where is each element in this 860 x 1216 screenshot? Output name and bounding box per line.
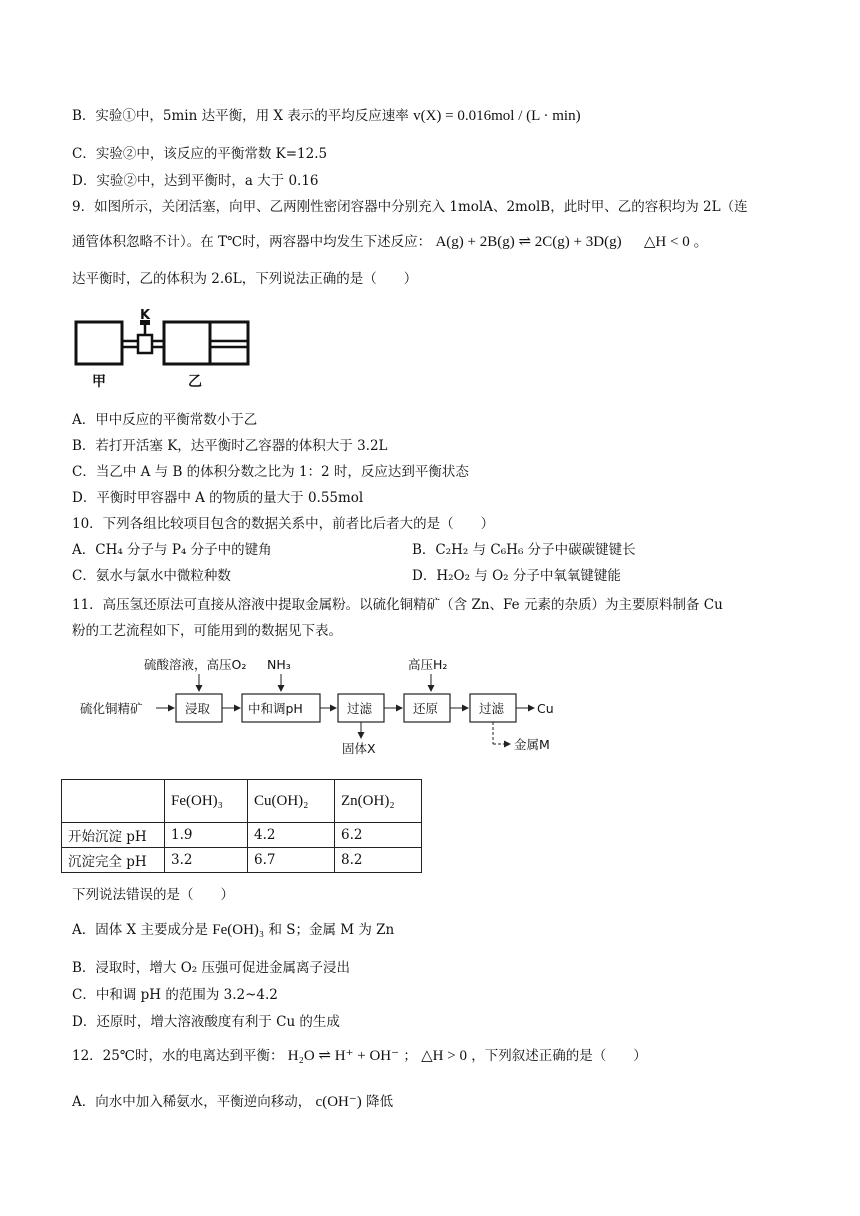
solid-x: 固体X [342, 741, 376, 756]
water-ionization-equation: H₂O ⇌ H⁺ + OH⁻ [287, 1048, 400, 1064]
q11-option-b: B．浸取时，增大 O₂ 压强可促进金属离子浸出 [72, 960, 350, 976]
reagent-h2: 高压H₂ [408, 657, 448, 672]
q11-ask: 下列说法错误的是（ ） [72, 887, 234, 903]
q12-stem-tail: ，下列叙述正确的是（ ） [471, 1048, 647, 1064]
q11-option-d: D．还原时，增大溶液酸度有利于 Cu 的生成 [72, 1014, 340, 1030]
q11-option-a [72, 921, 394, 939]
q9-stem-line3: 达平衡时，乙的体积为 2.6L，下列说法正确的是（ ） [72, 271, 418, 287]
q11-option-a-text: A．固体 X 主要成分是 [72, 922, 208, 938]
valve-label: K [140, 308, 151, 323]
table-cell: 4.2 [248, 823, 335, 848]
table-header-row [62, 780, 422, 823]
table-cell: 8.2 [335, 848, 422, 873]
q8-option-b [72, 107, 581, 125]
reaction-equation: A(g) + 2B(g) ⇌ 2C(g) + 3D(g) [435, 234, 622, 250]
hydroxide-concentration: c(OH⁻) [315, 1094, 362, 1110]
q12-enthalpy: △H > 0 [421, 1048, 467, 1064]
q11-stem-line2: 粉的工艺流程如下，可能用到的数据见下表。 [72, 623, 342, 639]
table-cell: 3.2 [165, 848, 248, 873]
table-cell: 开始沉淀 pH [62, 823, 165, 848]
table-cell: 1.9 [165, 823, 248, 848]
q12-stem-text: 12．25℃时，水的电离达到平衡： [72, 1048, 284, 1064]
table-header-cell: Zn(OH)₂ [335, 780, 422, 823]
q9-option-a: A．甲中反应的平衡常数小于乙 [72, 412, 258, 428]
table-row [62, 848, 422, 873]
metal-m: 金属M [514, 737, 550, 752]
q12-option-a-tail: 降低 [366, 1094, 394, 1110]
q11-stem-line1: 11．高压氢还原法可直接从溶液中提取金属粉。以硫化铜精矿（含 Zn、Fe 元素的杂质）为主要原料制备 Cu [72, 597, 723, 613]
process-flow-diagram [78, 652, 578, 760]
enthalpy-condition: △H < 0 。 [643, 234, 709, 250]
step-filter1-label: 过滤 [347, 701, 373, 716]
container-jia [76, 322, 122, 364]
step-filter2-label: 过滤 [479, 701, 505, 716]
step-neutralize-label: 中和调pH [248, 701, 303, 716]
container-yi [164, 322, 248, 364]
table-header-cell: Fe(OH)₃ [165, 780, 248, 823]
q12-semicolon: ； [403, 1048, 417, 1064]
fe-oh3-formula: Fe(OH)₃ [212, 922, 265, 938]
q10-option-b: B．C₂H₂ 与 C₆H₆ 分子中碳碳键键长 [412, 542, 636, 558]
feed-ore: 硫化铜精矿 [80, 701, 143, 716]
step-leaching-label: 浸取 [185, 701, 211, 716]
table-row [62, 823, 422, 848]
q10-option-d: D．H₂O₂ 与 O₂ 分子中氧氧键键能 [412, 568, 621, 584]
q9-stem-line2-text: 通管体积忽略不计）。在 T℃时，两容器中均发生下述反应： [72, 234, 432, 250]
q9-option-d: D．平衡时甲容器中 A 的物质的量大于 0.55mol [72, 490, 364, 506]
q9-option-c: C．当乙中 A 与 B 的体积分数之比为 1：2 时，反应达到平衡状态 [72, 464, 469, 480]
container-figure [70, 308, 255, 390]
q12-option-a [72, 1093, 393, 1111]
q12-option-a-text: A．向水中加入稀氨水，平衡逆向移动， [72, 1094, 312, 1110]
table-header-cell: Cu(OH)₂ [248, 780, 335, 823]
table-cell: 沉淀完全 pH [62, 848, 165, 873]
rate-formula: v(X) = 0.016mol / (L · min) [413, 108, 581, 124]
q9-stem-line2 [72, 233, 708, 251]
q12-stem [72, 1047, 647, 1065]
precipitation-ph-table [61, 779, 422, 873]
q8-option-c: C．实验②中，该反应的平衡常数 K=12.5 [72, 146, 328, 162]
reagent-nh3: NH₃ [267, 657, 291, 672]
label-jia: 甲 [92, 374, 106, 390]
table-cell: 6.7 [248, 848, 335, 873]
label-yi: 乙 [188, 374, 202, 390]
q10-row1 [72, 541, 636, 559]
table-header-cell [62, 780, 165, 823]
q9-stem-line1: 9．如图所示，关闭活塞，向甲、乙两刚性密闭容器中分别充入 1molA、2molB，此时甲、乙的容积均为 2L（连 [72, 199, 748, 215]
reagent-acid-o2: 硫酸溶液，高压O₂ [144, 657, 247, 672]
q10-option-c: C．氨水与氯水中微粒种数 [72, 568, 231, 584]
q8-option-d: D．实验②中，达到平衡时，a 大于 0.16 [72, 173, 319, 189]
step-reduce-label: 还原 [413, 701, 439, 716]
q8-option-b-text: B．实验①中，5min 达平衡，用 X 表示的平均反应速率 [72, 108, 409, 124]
q9-option-b: B．若打开活塞 K，达平衡时乙容器的体积大于 3.2L [72, 438, 388, 454]
q10-stem: 10．下列各组比较项目包含的数据关系中，前者比后者大的是（ ） [72, 516, 495, 532]
q11-option-a-tail: 和 S；金属 M 为 Zn [268, 922, 395, 938]
q11-option-c: C．中和调 pH 的范围为 3.2~4.2 [72, 987, 278, 1003]
product-cu: Cu [537, 701, 554, 716]
table-cell: 6.2 [335, 823, 422, 848]
valve-k [138, 335, 152, 353]
q10-row2 [72, 567, 621, 585]
q10-option-a: A．CH₄ 分子与 P₄ 分子中的键角 [72, 542, 272, 558]
